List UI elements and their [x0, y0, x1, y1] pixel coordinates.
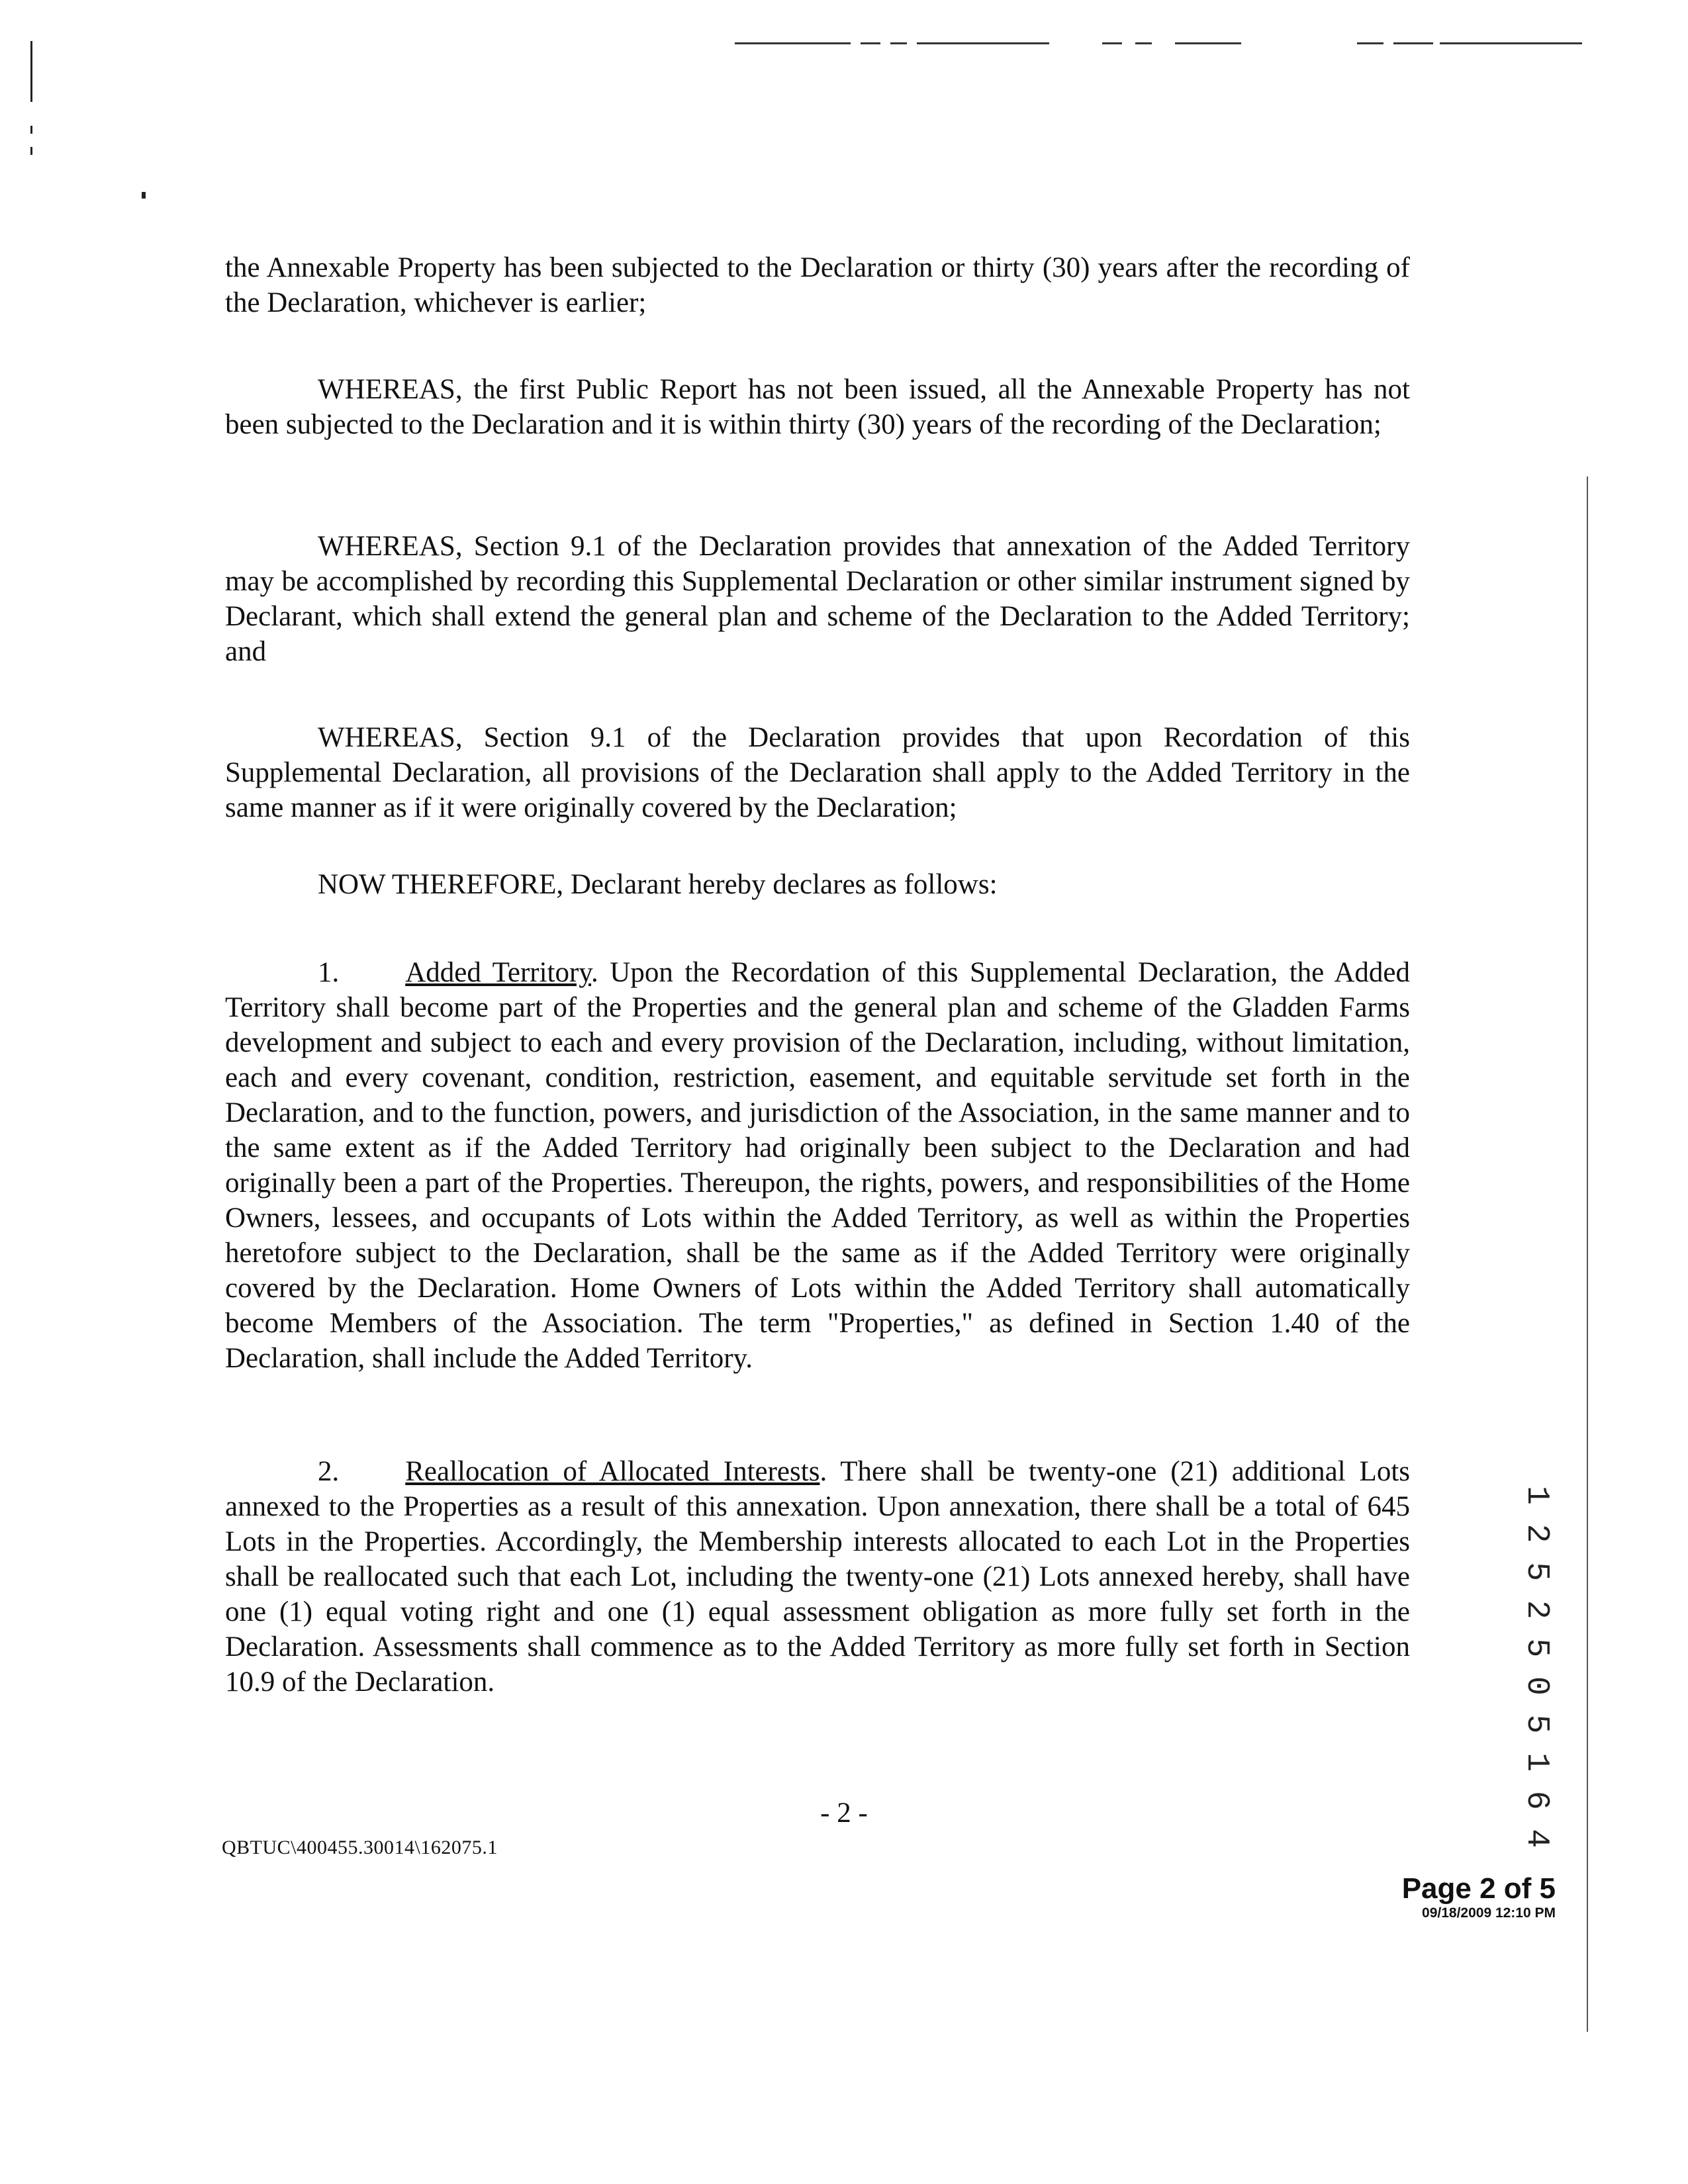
document-body — [225, 867, 1410, 902]
section-number: 2. — [318, 1456, 340, 1487]
scan-edge-mark — [30, 147, 32, 155]
paragraph-continuation: the Annexable Property has been subjected to the Declaration or thirty (30) years after the recording of the Declaration, whichever is earlier; — [225, 252, 1410, 318]
section-number: 1. — [318, 957, 340, 988]
header-rule — [735, 42, 851, 44]
section-heading: Added Territory — [405, 957, 592, 988]
header-rule — [861, 42, 880, 44]
header-rule — [1175, 42, 1241, 44]
whereas-paragraph: WHEREAS, the first Public Report has not been issued, all the Annexable Property has not been subjected to the Declaration and it is within thirty (30) years of the recording of the Declaration; — [225, 374, 1410, 440]
recording-number — [1519, 1486, 1554, 1848]
document-body — [225, 1454, 1410, 1700]
whereas-paragraph: WHEREAS, Section 9.1 of the Declaration provides that upon Recordation of this Supplemental Declaration, all provisions of the Declaration shall apply to the Added Territory in the same manner as if it were originally covered by the Declaration; — [225, 722, 1410, 823]
now-therefore-paragraph: NOW THEREFORE, Declarant hereby declares as follows: — [318, 869, 998, 900]
section-1-paragraph — [225, 955, 1410, 1376]
header-rule — [917, 42, 1049, 44]
file-reference: QBTUC\400455.30014\162075.1 — [222, 1837, 498, 1858]
header-rule — [890, 42, 907, 44]
header-rule — [1357, 42, 1383, 44]
scan-dot — [142, 192, 146, 199]
section-text: . There shall be twenty-one (21) additional Lots annexed to the Properties as a result of this annexation. Upon annexation, there shall be a total of 645 Lots in the Properties. Accordingly, the Membership interests allocated to each Lot in the Properties shall be reallocated such that each Lot, including the twenty-one (21) Lots annexed hereby, shall have one (1) equal voting right and one (1) equal assessment obligation as more fully set forth in the Declaration. Assessments shall commence as to the Added Territory as more fully set forth in Section 10.9 of the Declaration. — [225, 1456, 1411, 1698]
page-stamp — [1402, 1873, 1556, 1922]
header-rule — [1102, 42, 1122, 44]
page-stamp-timestamp: 09/18/2009 12:10 PM — [1422, 1905, 1556, 1921]
header-rule — [1393, 42, 1433, 44]
scan-edge-mark — [30, 41, 32, 102]
page-stamp-label: Page 2 of 5 — [1401, 1872, 1556, 1905]
document-body — [225, 720, 1410, 825]
whereas-paragraph: WHEREAS, Section 9.1 of the Declaration provides that annexation of the Added Territory may be accomplished by recording this Supplemental Declaration or other similar instrument signed by Declarant, which shall extend the general plan and scheme of the Declaration to the Added Territory; and — [225, 531, 1410, 667]
document-body — [225, 529, 1410, 669]
recording-number-text: 1 2 5 2 5 0 5 1 6 4 — [1519, 1486, 1554, 1848]
section-2-paragraph — [225, 1454, 1410, 1700]
document-body — [225, 372, 1410, 442]
document-body — [225, 250, 1410, 320]
scan-edge-mark — [30, 126, 32, 134]
page-number: - 2 - — [820, 1797, 868, 1829]
document-body — [225, 955, 1410, 1376]
header-rule — [1440, 42, 1582, 44]
section-text: . Upon the Recordation of this Supplemental Declaration, the Added Territory shall become part of the Properties and the general plan and scheme of the Gladden Farms development and subject to each and every provision of the Declaration, including, without limitation, each and every covenant, condition, restriction, easement, and equitable servitude set forth in the Declaration, and to the function, powers, and jurisdiction of the Association, in the same manner and to the same extent as if the Added Territory had originally been subject to the Declaration and had originally been a part of the Properties. Thereupon, the rights, powers, and responsibilities of the Home Owners, lessees, and occupants of Lots within the Added Territory, as well as within the Properties heretofore subject to the Declaration, shall be the same as if the Added Territory were originally covered by the Declaration. Home Owners of Lots within the Added Territory shall automatically become Members of the Association. The term "Properties," as defined in Section 1.40 of the Declaration, shall include the Added Territory. — [225, 957, 1410, 1374]
section-heading: Reallocation of Allocated Interests — [405, 1456, 820, 1487]
header-rule — [1135, 42, 1152, 44]
